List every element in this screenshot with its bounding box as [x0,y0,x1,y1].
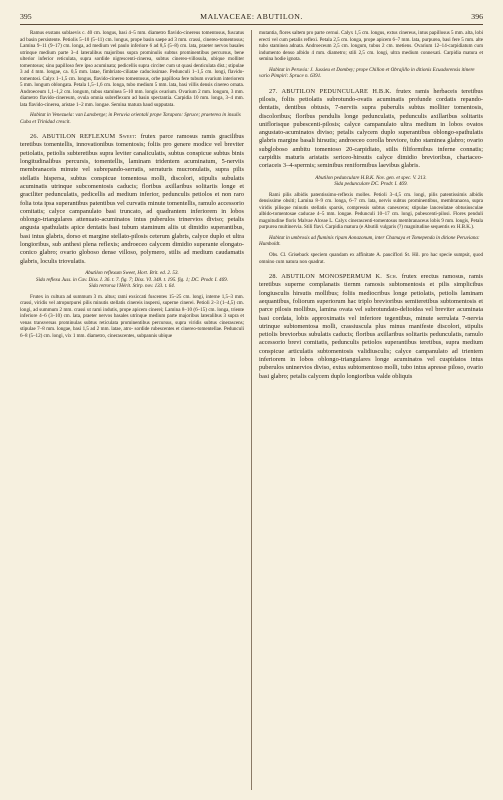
synonym-reference: Abutilon pedunculare H.B.K. Nov. gen. et spec. V. 213. [315,174,427,181]
species-27-diagnosis [259,88,483,171]
left-column [20,30,244,790]
page-number-left: 395 [20,12,32,21]
habitat-note: Habitat in umbrosis ad fluminis ripam Aonazonum, inter Chamaya et Tomependa in ditione Peruviana: Humboldt. [259,234,480,248]
header-rule [20,24,483,25]
column-divider [251,30,252,790]
page-number-right: 396 [471,12,483,21]
species-27-body: frutex ramis herbaceis teretibus pilosis, foliis petiolatis subrotundo-ovatis acuminatis profunde cordatis repando-dentatis, dentibus obtusis, 7-nerviis supra puberulis subtus molliter tomentosis, discoloribus; floribus pendulis longe pedunculatis, pedunculis axillaribus solitariis uniflorisque pubescenti-pilosis; calyce campanulato ultra medium in lobos ovatos angustato-acuminatos diviso; petalis calycem duplo superantibus oblongo-spathulatis glabris margine basali hirsutis; androeceo corolla breviore, tubo staminea glabro; ovario subgloboso ambitu tomentoso 20-carpidiato, stilis filiformibus inferne connatis; carpidiis maturis aristatis sericeo-hirsutis calyce dimidio brevioribus, chartaceo-coriaceis 3–4-spermis; seminibus reniformibus laevibus glabris. [259,87,483,170]
species-27-heading: 27. ABUTILON PEDUNCULARE H.B.K. [269,87,396,95]
right-column [259,30,483,790]
species-26-heading: 26. ABUTILON REFLEXUM Sweet: [30,133,141,141]
synonym-reference: Sida retrorsa l'Hérit. Stirp. nov. 133. t. 64. [88,283,176,290]
synonym-reference: Abutilon reflexum Sweet, Hort. Brit. ed. 2. 53. [85,269,179,276]
habitat-note: Habitat in Venezuela: van Lansberge; in Peruvia orientali prope Tarapoto: Spruce; praeterea in insulis Cuba et Trinidad crescit. [20,112,241,125]
species-26-diagnosis [20,133,244,266]
description-small-print: Frutex in cultura ad summum 3 m. altus; rami exsiccati fuscentes 15–25 cm. longi, interne 1,5–3 mm. crassi, viridis vel atropurpurei pilis minutis stellatis cinereis inspersi, superne cinerei. Petioli 2–3 (1–4,5) cm. longi, ad summum 2 mm. crassi ut rami indutis, prope apicem cinerei; Lamina 8–10 (6–15) cm. longa, triente inferiore 4–6 (3–10) cm. lata, praeter nervos basales utrinque medium parte majoribus lateralibus 3 supra et venas transversas prominulas subtus reticulata prominentibus percursus, supra viridis subtus cinerascens; stipulae 7–8 mm. longae, basi 1,5 ad 2 mm. latae, atro- sordide rubescentes et cinereo-tomentellae. Pedunculi 6–8 (5–12) cm. longi, vix 1 mm. diametro, cinerascentes, subpannis ubique [20,293,244,339]
habitat-note: Habitat in Peruvia: J. Jussieu et Dombey; prope Chillon et Obrajillo in ditionis Ecuadorensis itinere vario Pimpiri: Spruce n. 6391. [259,66,475,80]
description-small-print: mutantia, flores saltem pro parte cernui. Calyx 1,5 cm. longus, extus cinereus, intus papillosus 5 mm. alta, lobi erecti vel cum petalis reflexi. Petala 2,5 cm. longa, prope apicem 6–7 mm. lata, purpurea, basi fere 5 mm. alte tubo staminea adnata. Androeceum 2,5 cm. longum, tubus 2 cm. metiens. Ovarium 12–14-carpidiatum cum indumento denso albido 4 mm. diametro; stili 2,5 cm. longi, ultra medium connexati. Carpidia matura et semina hodie ignota. [259,30,483,62]
running-title: MALVACEAE: ABUTILON. [200,12,303,21]
synonym-reference: Sida reflexa Juss. in Cav. Diss. I. 36. t. 7. fig. 7; Diss. VI. 348. t. 195. fig. 1; DC. Prodr. I. 469. [36,276,228,283]
species-28-body: frutex erectus ramosus, ramis teretibus superne complanatis tiernm ramosis subtomentosis et pilis simplicibus longiusculis hirsutis mollibus; foliis mediocribus longe petiolatis, petiolis laminam aequantibus, foliorum superiorum hac triplo brevioribus semiteretibus subtomentosis et parce pilosis mollibus, lamina ovata vel subrotundato-deltoidea vel breviter acuminata basi cordata, lobis approximatis vel inferiore tegentibus, minute serrulata 7-nervia utrinque subtomentosa molli, crassiuscula plus minus manifeste discolori, stipulis petiolis breviorbus subulatis caducis; floribus axillaribus solitariis pedunculatis, ramulo accessorio brevi comitatis, pedunculis petiolos superantibus teretibus, supra medium conspicue articulatis subtomentosis validiusculis; calyce campanulato ad trientem inferiorem in lobos oblongo-triangulares longe acuminatos vel cuspidatos intus puberulos uninervios diviso, extus subtomentoso molli, tubo intus apresse piloso, ovario basi glabro; petalis calycem duplo longioribus valde obliquis [259,273,483,380]
synonym-reference: Sida pedunculare DC. Prodr. I. 469. [334,181,408,188]
description-small-print: Ramus exstans sublaevis c. 40 cm. longus, basi 4–5 mm. diametro flavido-cinereus tomentosus, fuscatus ad basin persistente. Petiolis 5–10 (5–11) cm. longus, prope basin saepe ad 3 mm. crassi, cinereo-tomentosus; Lamina 9–11 (9–17) cm. longa, ad medium vel paulo inferiore 6 ad 8,5 (5–8) cm. lata, praeter nervos basales utrinque medium parte 3–4 lateralibus majoribus supra prominulis subtus prominentibus percursus, bene ulterior inferior reticulata, supra sordide nigrescenti-cinerea, subtus cinereo-villosula, ubique molliter tomentosus; sinu papilloso fere ipso acuminata; pedicellis supra circiter cum ut quasi denticulata dist.; stipulae 3 ad 4 mm. longae, ca. 0,5 mm. latae, fimbriato-ciliatae caducissimae. Pedunculi 1–1,5 cm. longi, flavido-tomentosi. Calyx 1–1,5 cm. longus, flavido-cinereo tomentosus, orbe papillosa fere tubum ovarium interiorem 5 mm. longum oblongata. Petala 1,5–1,6 cm. longa, tubo medium 5 mm. lata, basi villis densis cinereo ornata. Androeceum 1,1–1,2 cm. longum, tubus staminea 5–10 mm. longis ovarium. Ovarium 2 mm. longum, 3 mm. diametro flavido-cinereum, ovula omnia subreflexum ad basin spectantia. Carpidia 10 mm. longa, 3–4 mm. lata flavido-cinerea, aristae 1–2 mm. longae. Semina matura haud supputata. [20,30,244,108]
description-small-print: Rami pilis albidis patentissimo-reflexis molles. Petioli 3–4,5 cm. longi, pilis patentissimis albidis densissime obsiti; Lamina 8–9 cm. longa, 6–7 cm. lata, nervis subtus prominentibus, membranacea, supra viridis pilisque minutis stellatis sparsis, compressis subtus canescens; stipulae lanceolatae obtusiusculae albido-tomentosae caducae 4–5 mm. longae. Pedunculi 10–17 cm. longi, pubescenti-pilosi. Flores penduli magnitudine floris Malvae Alceae L. Calyx cinerascenti-tomentosus membranaceus lobis 9 mm. longis, Petala purpurea multinervia. Stili flavi. Carpidia matura (e Abutili vulgaris (?) magnitudine sequentis ex H.B.K.). [259,191,483,231]
species-26-body: frutex parce ramosus ramis gracilibus teretibus tomentellis, innovationibus tomentosis; foliis pro genere modice vel breviter petiolatis, petiolis subteretibus supra leviter canaliculatis, subtus conspicue subtus binis longitudinalibus percursis, tomentellis, laminam tridentem acuminatum, 5-nerviis membranaceis minute vel subrepando-serratis, serraturis mucronulatis, supra pilis stellatis hispersa, subtus conspicue tomentosa molli, discolori, stipulis subulatis acuminatis utrinque subcomentosis caducis; floribus axillaribus solitariis longe et graciliter pedunculatis, pedicellis ad medium inferior, pedunculis petiolos et non raro folia tota ipsa superantibus patentibus vel curvatis minute tomentellis, ramulo accessorio comitatis; calyce campanulato basi truncato, ad quadrantem inferiorem in lobos oblongo-triangulares attenuato-acuminatos intus puberulos trinervios diviso; petalis angusta spathulatis apice dentatis basi tubum staminum aliis ut dimidio superantibus, basi intus glabris, dorso et margine stellato-pilosis ceterum glabris, calyce duplo et ultra longioribus, sub anthesi plena reflexis; androeceo calycem dimidio superante elongato-conico glabro; ovario globoso dense villoso, polymero, stilis ad medium caudamatis glabris, loculis triovulatis. [20,133,244,265]
species-28-diagnosis [259,273,483,381]
observation-note: Obs. Cl. Griseback speciem quandam ex affinitate A. pauciflori St. Hil. pro hac specie sumpsit, quod omnino cum natura non quadrat. [259,252,483,265]
species-28-heading: 28. ABUTILON MONOSPERMUM K. Sch. [269,273,402,281]
